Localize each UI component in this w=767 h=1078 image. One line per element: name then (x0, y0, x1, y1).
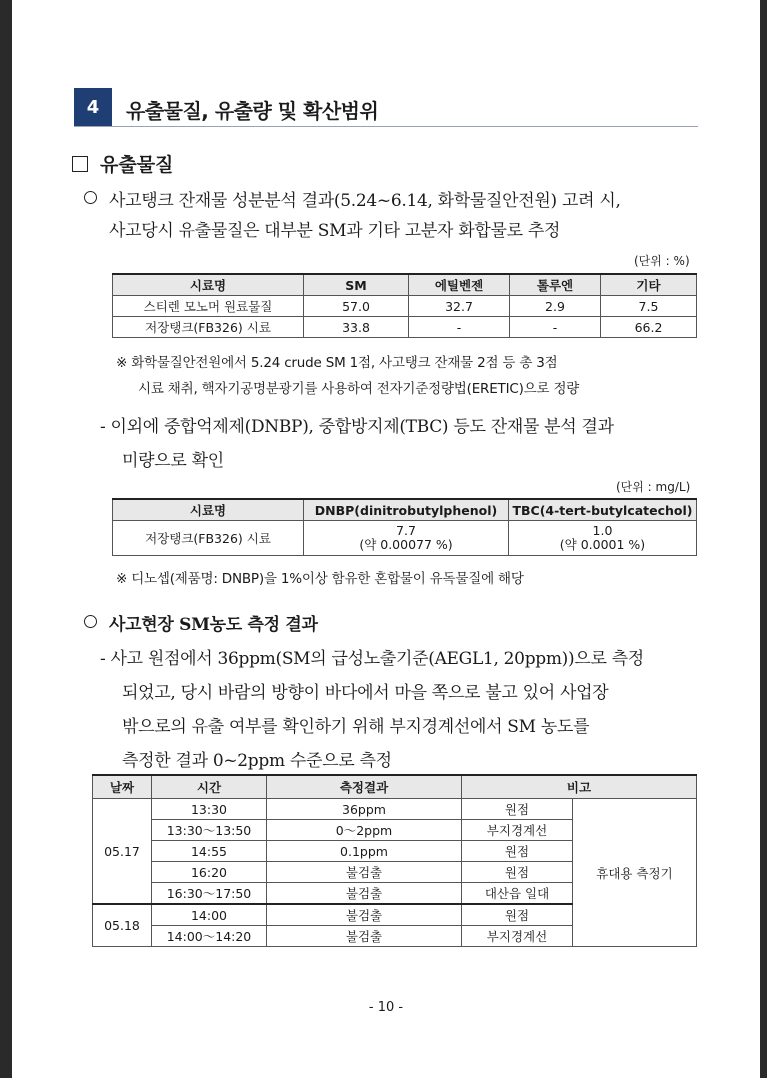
dash2-line3: 밖으로의 유출 여부를 확인하기 위해 부지경계선에서 SM 농도를 (122, 717, 590, 737)
table-cell: - (510, 317, 601, 338)
table-row (113, 521, 697, 556)
table-cell: 부지경계선 (462, 926, 573, 947)
table-cell: 66.2 (601, 317, 697, 338)
dash-paragraph-2 (100, 642, 710, 778)
table-cell: 7.5 (601, 296, 697, 317)
table-cell: 36ppm (267, 799, 462, 820)
table-header-cell: 톨루엔 (510, 274, 601, 296)
table-cell: 스티렌 모노머 원료물질 (113, 296, 304, 317)
table-cell: 16:20 (152, 862, 267, 883)
section-header (74, 88, 698, 127)
dnbp-value: 7.7 (396, 523, 416, 538)
table-row (93, 799, 697, 820)
table-cell: 57.0 (304, 296, 409, 317)
table-cell: 32.7 (409, 296, 510, 317)
remark-cell: 휴대용 측정기 (573, 799, 697, 947)
dash2-line2: 되었고, 당시 바람의 방향이 바다에서 마을 쪽으로 불고 있어 사업장 (122, 683, 609, 703)
table-cell: 원점 (462, 799, 573, 820)
page-number: - 10 - (368, 1000, 404, 1015)
table-header-cell: 측정결과 (267, 775, 462, 799)
bullet1-line1: 사고탱크 잔재물 성분분석 결과(5.24~6.14, 화학물질안전원) 고려 시, (109, 191, 621, 211)
table-header-cell: 시간 (152, 775, 267, 799)
table-cell: 33.8 (304, 317, 409, 338)
table-header-cell: DNBP(dinitrobutylphenol) (304, 499, 509, 521)
note1-line1: ※ 화학물질안전원에서 5.24 crude SM 1점, 사고탱크 잔재물 2점 등 총 3점 (116, 355, 558, 371)
note-2: ※ 디노셉(제품명: DNBP)을 1%이상 함유한 혼합물이 유독물질에 해당 (116, 571, 524, 587)
table-cell: 2.9 (510, 296, 601, 317)
dash-paragraph-1 (100, 410, 710, 478)
table-header-cell: 기타 (601, 274, 697, 296)
table-cell: - (409, 317, 510, 338)
table1-unit: (단위 : %) (634, 254, 690, 268)
date-cell: 05.17 (93, 799, 152, 905)
table-cell: 저장탱크(FB326) 시료 (113, 317, 304, 338)
table-cell: 13:30～13:50 (152, 820, 267, 841)
checkbox-square-icon (72, 156, 88, 172)
dash1-line1: - 이외에 중합억제제(DNBP), 중합방지제(TBC) 등도 잔재물 분석 결과 (100, 417, 614, 437)
table-cell: 원점 (462, 862, 573, 883)
tbc-percent: (약 0.0001 %) (559, 537, 646, 552)
table-cell (509, 521, 697, 556)
table-cell: 13:30 (152, 799, 267, 820)
bullet1-line2: 사고당시 유출물질은 대부분 SM과 기타 고분자 화합물로 추정 (109, 221, 561, 241)
circle-bullet-icon (84, 191, 97, 204)
table-header-cell: 시료명 (113, 499, 304, 521)
table-cell: 불검출 (267, 904, 462, 926)
table-header-cell: 비고 (462, 775, 697, 799)
dash2-line4: 측정한 결과 0~2ppm 수준으로 측정 (122, 751, 392, 771)
table-header-cell: TBC(4-tert-butylcatechol) (509, 499, 697, 521)
table-header-row (113, 499, 697, 521)
dash2-line1: - 사고 원점에서 36ppm(SM의 급성노출기준(AEGL1, 20ppm))으로 측정 (100, 649, 644, 669)
tbc-value: 1.0 (592, 523, 613, 538)
table-row (113, 317, 697, 338)
table2-unit: (단위 : mg/L) (616, 480, 691, 494)
table-cell: 14:00 (152, 904, 267, 926)
table-cell: 불검출 (267, 926, 462, 947)
table-cell: 14:55 (152, 841, 267, 862)
date-cell: 05.18 (93, 904, 152, 947)
dnbp-percent: (약 0.00077 %) (359, 537, 453, 552)
document-page (12, 0, 760, 1078)
table-cell: 원점 (462, 841, 573, 862)
table-header-cell: 날짜 (93, 775, 152, 799)
table-cell: 원점 (462, 904, 573, 926)
subheading-text: 유출물질 (100, 154, 174, 176)
table-cell: 불검출 (267, 862, 462, 883)
additive-table (112, 498, 697, 556)
table-header-row (113, 274, 697, 296)
measurement-table (92, 774, 697, 947)
circle-bullet-icon (84, 615, 97, 628)
table-cell: 부지경계선 (462, 820, 573, 841)
dash1-line2: 미량으로 확인 (122, 451, 224, 471)
table-header-cell: SM (304, 274, 409, 296)
bullet-paragraph-2 (84, 610, 704, 640)
table-header-cell: 에틸벤젠 (409, 274, 510, 296)
section-number-badge: 4 (74, 88, 112, 126)
note1-line2: 시료 채취, 핵자기공명분광기를 사용하여 전자기준정량법(ERETIC)으로 정량 (138, 381, 580, 397)
table-cell: 대산읍 일대 (462, 883, 573, 905)
table-cell: 0.1ppm (267, 841, 462, 862)
table-cell: 16:30～17:50 (152, 883, 267, 905)
bullet2-text: 사고현장 SM농도 측정 결과 (109, 615, 318, 635)
table-cell: 14:00～14:20 (152, 926, 267, 947)
subheading (72, 150, 173, 177)
table-cell: 불검출 (267, 883, 462, 905)
table-cell: 저장탱크(FB326) 시료 (113, 521, 304, 556)
table-header-cell: 시료명 (113, 274, 304, 296)
bullet-paragraph-1 (84, 186, 704, 246)
table-row (113, 296, 697, 317)
note-1 (116, 350, 706, 402)
section-title: 유출물질, 유출량 및 확산범위 (126, 99, 379, 123)
table-cell: 0～2ppm (267, 820, 462, 841)
table-cell (304, 521, 509, 556)
composition-table (112, 273, 697, 338)
table-header-row (93, 775, 697, 799)
